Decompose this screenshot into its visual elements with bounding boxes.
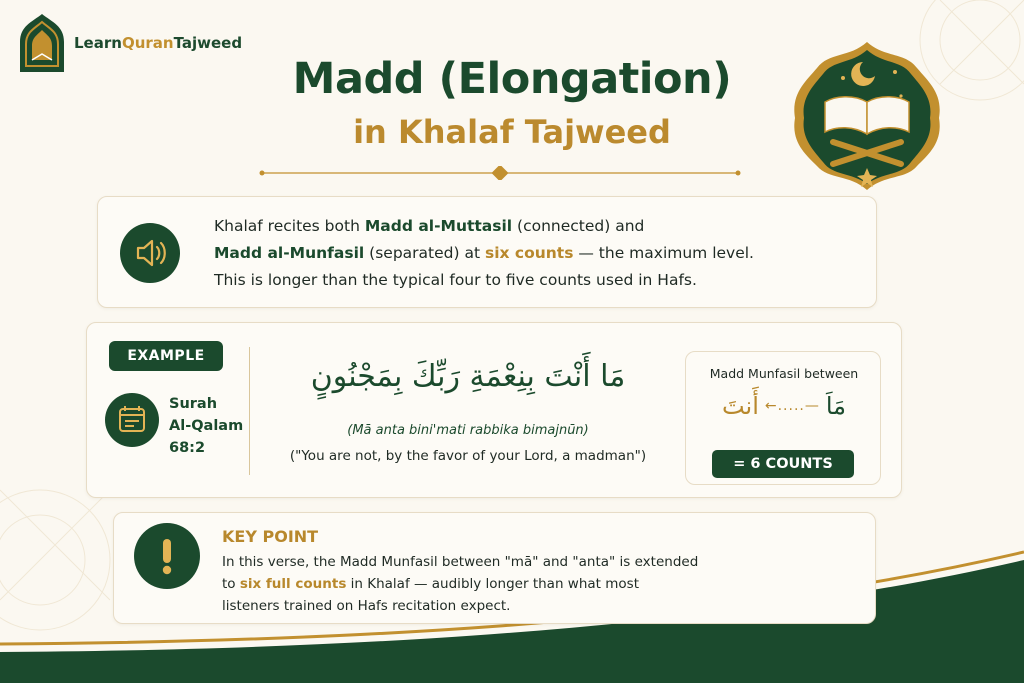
word-ma: مَاَ	[825, 392, 847, 420]
key-point-heading: KEY POINT	[222, 527, 319, 546]
munfasil-words	[686, 392, 882, 420]
translation: ("You are not, by the favor of your Lord, a madman")	[289, 448, 647, 464]
transliteration: (Mā anta bini'mati rabbika bimajnūn)	[347, 423, 589, 438]
title-divider	[258, 166, 742, 180]
page-title: Madd (Elongation)	[292, 54, 732, 104]
key-point-text: In this verse, the Madd Munfasil between "mā" and "anta" is extended to six full counts in Khalaf — audibly longer than what most listeners trained on Hafs recitation expect.	[222, 554, 699, 614]
quran-book-emblem	[787, 38, 947, 193]
munfasil-box	[685, 351, 881, 485]
vertical-divider	[249, 347, 250, 475]
word-anta: أَنتَ	[721, 392, 759, 420]
exclamation-icon-circle	[134, 523, 200, 589]
counts-badge: = 6 COUNTS	[712, 450, 854, 478]
arrow-connector: ←.....—	[764, 398, 820, 414]
munfasil-label: Madd Munfasil between	[709, 366, 859, 381]
surah-reference: Surah Al-Qalam 68:2	[169, 396, 244, 456]
exclamation-icon	[152, 536, 182, 576]
speaker-icon-circle	[120, 223, 180, 283]
calendar-icon	[105, 393, 159, 447]
page-subtitle: in Khalaf Tajweed	[353, 113, 671, 151]
speaker-icon	[132, 235, 168, 271]
key-point-card	[113, 512, 876, 624]
example-card	[86, 322, 902, 498]
info-text: Khalaf recites both Madd al-Muttasil (connected) and Madd al-Munfasil (separated) at six counts — the maximum level. This is longer than the typical four to five counts used in Hafs.	[214, 217, 754, 289]
info-card	[97, 196, 877, 308]
brand-name: LearnQuranTajweed	[74, 34, 243, 52]
arabic-verse: مَا أَنْتَ بِنِعْمَةِ رَبِّكَ بِمَجْنُونٍ	[310, 359, 626, 394]
example-badge: EXAMPLE	[109, 341, 223, 371]
